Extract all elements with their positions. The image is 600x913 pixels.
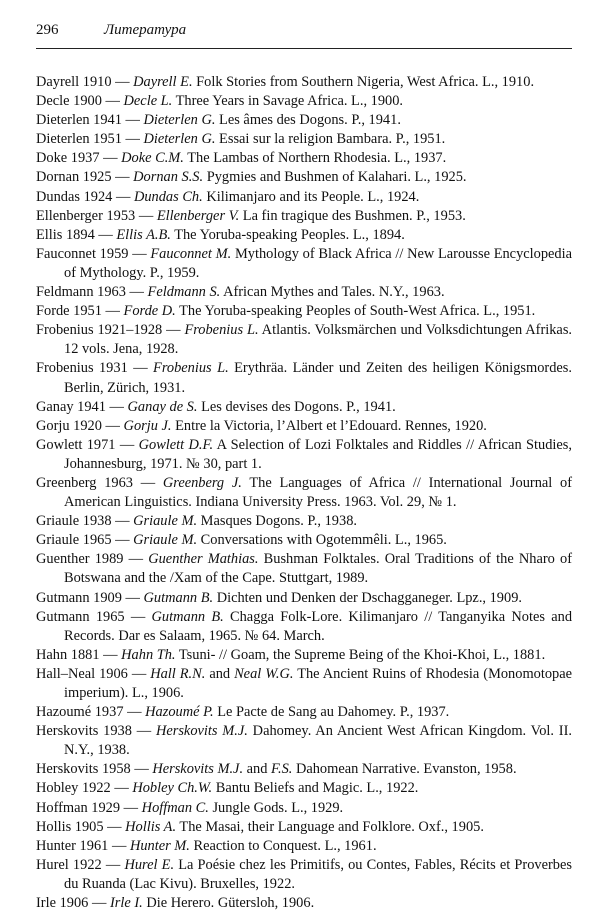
entry-author: Gowlett D.F. xyxy=(138,436,214,453)
entry-key: Gowlett 1971 xyxy=(36,436,116,453)
entry-author: Griaule M. xyxy=(133,513,198,530)
entry-text: Essai sur la religion Bambara. P., 1951. xyxy=(215,131,446,148)
entry-key: Dieterlen 1941 xyxy=(36,112,122,129)
entry-key: Hall–Neal 1906 xyxy=(36,665,128,682)
entry-author: Feldmann S. xyxy=(147,284,221,301)
entry-key: Gutmann 1909 xyxy=(36,589,122,606)
bibliography-entry: Hurel 1922 — Hurel E. La Poésie chez les Primitifs, ou Contes, Fables, Récits et Proverbes du Ruanda (Lac Kivu). Bruxelles, 1922. xyxy=(36,856,572,892)
entry-key: Forde 1951 xyxy=(36,303,102,320)
bibliography-entry: Dieterlen 1951 — Dieterlen G. Essai sur la religion Bambara. P., 1951. xyxy=(36,131,446,148)
entry-text: Dahomey. An Ancient West African Kingdom. Vol. II. N.Y., 1938. xyxy=(64,723,572,759)
entry-author: Gutmann B. xyxy=(151,608,224,625)
entry-text: Chagga Folk-Lore. Kilimanjaro // Tanganyika Notes and Records. Dar es Salaam, 1965. № 64. March. xyxy=(64,608,573,644)
entry-text: A Selection of Lozi Folktales and Riddles // African Studies, Johannesburg, 1971. № 30, part 1. xyxy=(64,436,572,472)
bibliography-entry: Hobley 1922 — Hobley Ch.W. Bantu Beliefs and Magic. L., 1922. xyxy=(36,780,419,797)
bibliography-entry: Fauconnet 1959 — Fauconnet M. Mythology of Black Africa // New Larousse Encyclopedia of Mythology. P., 1959. xyxy=(36,245,573,281)
entry-author: Greenberg J. xyxy=(162,474,242,491)
header-rule xyxy=(36,48,572,49)
bibliography-entry: Griaule 1965 — Griaule M. Conversations with Ogotemmêli. L., 1965. xyxy=(36,532,447,549)
bibliography-entry: Irle 1906 — Irle I. Die Herero. Gütersloh, 1906. xyxy=(36,895,315,912)
bibliography-entry: Dayrell 1910 — Dayrell E. Folk Stories from Southern Nigeria, West Africa. L., 1910. xyxy=(36,74,535,90)
entry-text: Kilimanjaro and its People. L., 1924. xyxy=(202,188,420,205)
entry-author: Hunter M. xyxy=(129,837,190,854)
bibliography-entry: Guenther 1989 — Guenther Mathias. Bushman Folktales. Oral Traditions of the Nharo of Botswana and the /Xam of the Cape. Stuttgart, 1989. xyxy=(36,551,572,587)
entry-text: Bushman Folktales. Oral Traditions of the Nharo of Botswana and the /Xam of the Cape. Stuttgart, 1989. xyxy=(64,551,572,587)
entry-author: Ellenberger V. xyxy=(156,207,240,224)
entry-text: Erythräa. Länder und Zeiten des heiligen Königsmordes. Berlin, Zürich, 1931. xyxy=(64,360,572,396)
entry-author-second: F.S. xyxy=(271,761,293,778)
entry-text: Les devises des Dogons. P., 1941. xyxy=(197,398,396,415)
entry-key: Hahn 1881 xyxy=(36,646,100,663)
entry-text: Die Herero. Gütersloh, 1906. xyxy=(142,895,315,912)
page-header xyxy=(36,22,572,44)
entry-author: Hall R.N. xyxy=(150,665,206,682)
entry-text: Pygmies and Bushmen of Kalahari. L., 1925. xyxy=(203,169,467,186)
bibliography-entry: Hahn 1881 — Hahn Th. Tsuni- // Goam, the Supreme Being of the Khoi-Khoi, L., 1881. xyxy=(36,646,546,663)
bibliography-entry: Herskovits 1958 — Herskovits M.J. and F.S. Dahomean Narrative. Evanston, 1958. xyxy=(36,761,517,778)
bibliography-entry: Feldmann 1963 — Feldmann S. African Mythes and Tales. N.Y., 1963. xyxy=(36,284,445,301)
entry-key: Hollis 1905 xyxy=(36,818,104,835)
entry-text: African Mythes and Tales. N.Y., 1963. xyxy=(220,284,445,301)
entry-key: Decle 1900 xyxy=(36,93,102,110)
entry-author: Irle I. xyxy=(109,895,143,912)
entry-key: Ellenberger 1953 xyxy=(36,207,136,224)
entry-text: The Lambas of Northern Rhodesia. L., 1937. xyxy=(183,150,447,167)
entry-author: Dayrell E. xyxy=(133,74,193,90)
entry-key: Gorju 1920 xyxy=(36,417,102,434)
entry-key: Hazoumé 1937 xyxy=(36,704,124,721)
bibliography-entry: Gutmann 1965 — Gutmann B. Chagga Folk-Lore. Kilimanjaro // Tanganyika Notes and Records. Dar es Salaam, 1965. № 64. March. xyxy=(36,608,573,644)
entry-text: The Languages of Africa // International Journal of American Linguistics. Indiana University Press. 1963. Vol. 29, № 1. xyxy=(64,474,573,511)
entry-text-continued: The Ancient Ruins of Rhodesia (Monomotopae imperium). L., 1906. xyxy=(64,665,573,701)
entry-author: Ellis A.B. xyxy=(116,226,171,243)
entry-key: Guenther 1989 xyxy=(36,551,124,568)
bibliography-entry: Hall–Neal 1906 — Hall R.N. and Neal W.G. The Ancient Ruins of Rhodesia (Monomotopae imperium). L., 1906. xyxy=(36,665,573,701)
entry-author: Herskovits M.J. xyxy=(155,723,248,740)
entry-key: Irle 1906 xyxy=(36,895,89,912)
entry-author: Doke C.M. xyxy=(121,150,184,167)
entry-text: Conversations with Ogotemmêli. L., 1965. xyxy=(197,532,447,549)
bibliography-entry: Ganay 1941 — Ganay de S. Les devises des Dogons. P., 1941. xyxy=(36,398,396,415)
entry-key: Griaule 1938 xyxy=(36,513,112,530)
bibliography-entry: Hollis 1905 — Hollis A. The Masai, their Language and Folklore. Oxf., 1905. xyxy=(36,818,484,835)
entry-key: Dieterlen 1951 xyxy=(36,131,122,148)
entry-text: Les âmes des Dogons. P., 1941. xyxy=(215,112,401,129)
entry-text: La fin tragique des Bushmen. P., 1953. xyxy=(239,207,466,224)
running-title: Литература xyxy=(104,22,187,38)
bibliography-entry: Ellenberger 1953 — Ellenberger V. La fin tragique des Bushmen. P., 1953. xyxy=(36,207,466,224)
entry-author: Hollis A. xyxy=(125,818,177,835)
entry-text: Le Pacte de Sang au Dahomey. P., 1937. xyxy=(213,704,450,721)
bibliography-entry: Hazoumé 1937 — Hazoumé P. Le Pacte de Sang au Dahomey. P., 1937. xyxy=(36,704,450,721)
entry-author: Gutmann B. xyxy=(143,589,214,606)
entry-key: Doke 1937 xyxy=(36,150,100,167)
entry-author: Dieterlen G. xyxy=(143,112,216,129)
entry-author: Dieterlen G. xyxy=(143,131,216,148)
entry-text: The Yoruba-speaking Peoples. L., 1894. xyxy=(170,226,405,243)
bibliography-entry: Ellis 1894 — Ellis A.B. The Yoruba-speaking Peoples. L., 1894. xyxy=(36,226,405,243)
entry-key: Herskovits 1938 xyxy=(36,723,132,740)
entry-author: Hazoumé P. xyxy=(145,704,214,721)
entry-key: Frobenius 1931 xyxy=(36,360,128,377)
bibliography-entry: Frobenius 1931 — Frobenius L. Erythräa. Länder und Zeiten des heiligen Königsmordes. Berlin, Zürich, 1931. xyxy=(36,360,572,396)
bibliography-entry: Forde 1951 — Forde D. The Yoruba-speaking Peoples of South-West Africa. L., 1951. xyxy=(36,303,536,320)
entry-text: Jungle Gods. L., 1929. xyxy=(208,799,344,816)
entry-text: The Yoruba-speaking Peoples of South-West Africa. L., 1951. xyxy=(175,303,536,320)
page-number: 296 xyxy=(36,22,59,38)
entry-author: Ganay de S. xyxy=(127,398,198,415)
entry-text: Reaction to Conquest. L., 1961. xyxy=(189,837,377,854)
entry-text: Dichten und Denken der Dschagganeger. Lpz., 1909. xyxy=(213,589,522,606)
bibliography-entry: Gowlett 1971 — Gowlett D.F. A Selection of Lozi Folktales and Riddles // African Studies, Johannesburg, 1971. № 30, part 1. xyxy=(36,436,572,472)
entry-key: Hurel 1922 xyxy=(36,856,102,873)
entry-key: Fauconnet 1959 xyxy=(36,245,129,262)
entry-key: Feldmann 1963 xyxy=(36,284,126,301)
entry-text: and xyxy=(205,665,235,682)
bibliography-entry: Dundas 1924 — Dundas Ch. Kilimanjaro and its People. L., 1924. xyxy=(36,188,420,205)
bibliography-entry: Dieterlen 1941 — Dieterlen G. Les âmes des Dogons. P., 1941. xyxy=(36,112,401,129)
entry-author: Gorju J. xyxy=(123,417,172,434)
entry-author: Hoffman C. xyxy=(141,799,209,816)
entry-key: Dornan 1925 xyxy=(36,169,112,186)
entry-author: Hurel E. xyxy=(124,856,175,873)
entry-key: Greenberg 1963 xyxy=(36,474,133,491)
entry-author: Herskovits M.J. xyxy=(152,761,244,778)
entry-key: Herskovits 1958 xyxy=(36,761,131,778)
entry-author: Fauconnet M. xyxy=(150,245,232,262)
bibliography-entry: Herskovits 1938 — Herskovits M.J. Dahomey. An Ancient West African Kingdom. Vol. II. N.Y., 1938. xyxy=(36,723,572,759)
entry-text: and xyxy=(243,761,272,778)
bibliography-entry: Griaule 1938 — Griaule M. Masques Dogons. P., 1938. xyxy=(36,513,357,530)
bibliography-entry: Decle 1900 — Decle L. Three Years in Savage Africa. L., 1900. xyxy=(36,93,404,110)
entry-text: Three Years in Savage Africa. L., 1900. xyxy=(172,93,404,110)
entry-key: Dundas 1924 xyxy=(36,188,113,205)
entry-author: Dornan S.S. xyxy=(133,169,204,186)
bibliography-entry: Greenberg 1963 — Greenberg J. The Languages of Africa // International Journal of American Linguistics. Indiana University Press. 1963. Vol. 29, № 1. xyxy=(36,474,573,511)
bibliography-entry: Doke 1937 — Doke C.M. The Lambas of Northern Rhodesia. L., 1937. xyxy=(36,150,447,167)
entry-author: Hahn Th. xyxy=(121,646,176,663)
entry-key: Hoffman 1929 xyxy=(36,799,121,816)
bibliography-entry: Dornan 1925 — Dornan S.S. Pygmies and Bushmen of Kalahari. L., 1925. xyxy=(36,169,467,186)
entry-author: Dundas Ch. xyxy=(133,188,203,205)
entry-key: Gutmann 1965 xyxy=(36,608,125,625)
entry-author: Guenther Mathias. xyxy=(148,551,259,568)
entry-author: Griaule M. xyxy=(133,532,198,549)
entry-key: Ellis 1894 xyxy=(36,226,95,243)
entry-text: Bantu Beliefs and Magic. L., 1922. xyxy=(212,780,419,797)
bibliography-list xyxy=(36,73,572,913)
bibliography-entry: Frobenius 1921–1928 — Frobenius L. Atlantis. Volksmärchen und Volksdichtungen Afrikas. 12 vols. Jena, 1928. xyxy=(36,322,573,358)
entry-author: Hobley Ch.W. xyxy=(132,780,213,797)
bibliography-entry: Gutmann 1909 — Gutmann B. Dichten und Denken der Dschagganeger. Lpz., 1909. xyxy=(36,589,522,606)
entry-key: Hobley 1922 xyxy=(36,780,111,797)
entry-key: Dayrell 1910 xyxy=(36,74,112,90)
entry-author: Frobenius L. xyxy=(153,360,229,377)
entry-text: Entre la Victoria, l’Albert et l’Edouard. Rennes, 1920. xyxy=(171,417,487,434)
entry-text: The Masai, their Language and Folklore. Oxf., 1905. xyxy=(176,818,484,835)
bibliography-entry: Hoffman 1929 — Hoffman C. Jungle Gods. L., 1929. xyxy=(36,799,344,816)
entry-key: Griaule 1965 xyxy=(36,532,112,549)
entry-key: Frobenius 1921–1928 xyxy=(36,322,163,339)
entry-author-second: Neal W.G. xyxy=(234,665,294,682)
entry-text: Atlantis. Volksmärchen und Volksdichtungen Afrikas. 12 vols. Jena, 1928. xyxy=(64,322,573,358)
entry-author: Forde D. xyxy=(123,303,176,320)
bibliography-entry: Gorju 1920 — Gorju J. Entre la Victoria, l’Albert et l’Edouard. Rennes, 1920. xyxy=(36,417,487,434)
entry-text: Masques Dogons. P., 1938. xyxy=(197,513,357,530)
book-page xyxy=(36,22,572,913)
entry-author: Frobenius L. xyxy=(184,322,259,339)
bibliography-entry: Hunter 1961 — Hunter M. Reaction to Conquest. L., 1961. xyxy=(36,837,377,854)
entry-text: La Poésie chez les Primitifs, ou Contes, Fables, Récits et Proverbes du Ruanda (Lac Kivu). Bruxelles, 1922. xyxy=(64,856,572,892)
entry-key: Ganay 1941 xyxy=(36,398,106,415)
entry-text: Tsuni- // Goam, the Supreme Being of the Khoi-Khoi, L., 1881. xyxy=(175,646,546,663)
entry-text-continued: Dahomean Narrative. Evanston, 1958. xyxy=(292,761,517,778)
entry-text: Mythology of Black Africa // New Larousse Encyclopedia of Mythology. P., 1959. xyxy=(64,245,573,281)
entry-author: Decle L. xyxy=(123,93,173,110)
entry-text: Folk Stories from Southern Nigeria, West Africa. L., 1910. xyxy=(192,74,535,90)
entry-key: Hunter 1961 xyxy=(36,837,109,854)
